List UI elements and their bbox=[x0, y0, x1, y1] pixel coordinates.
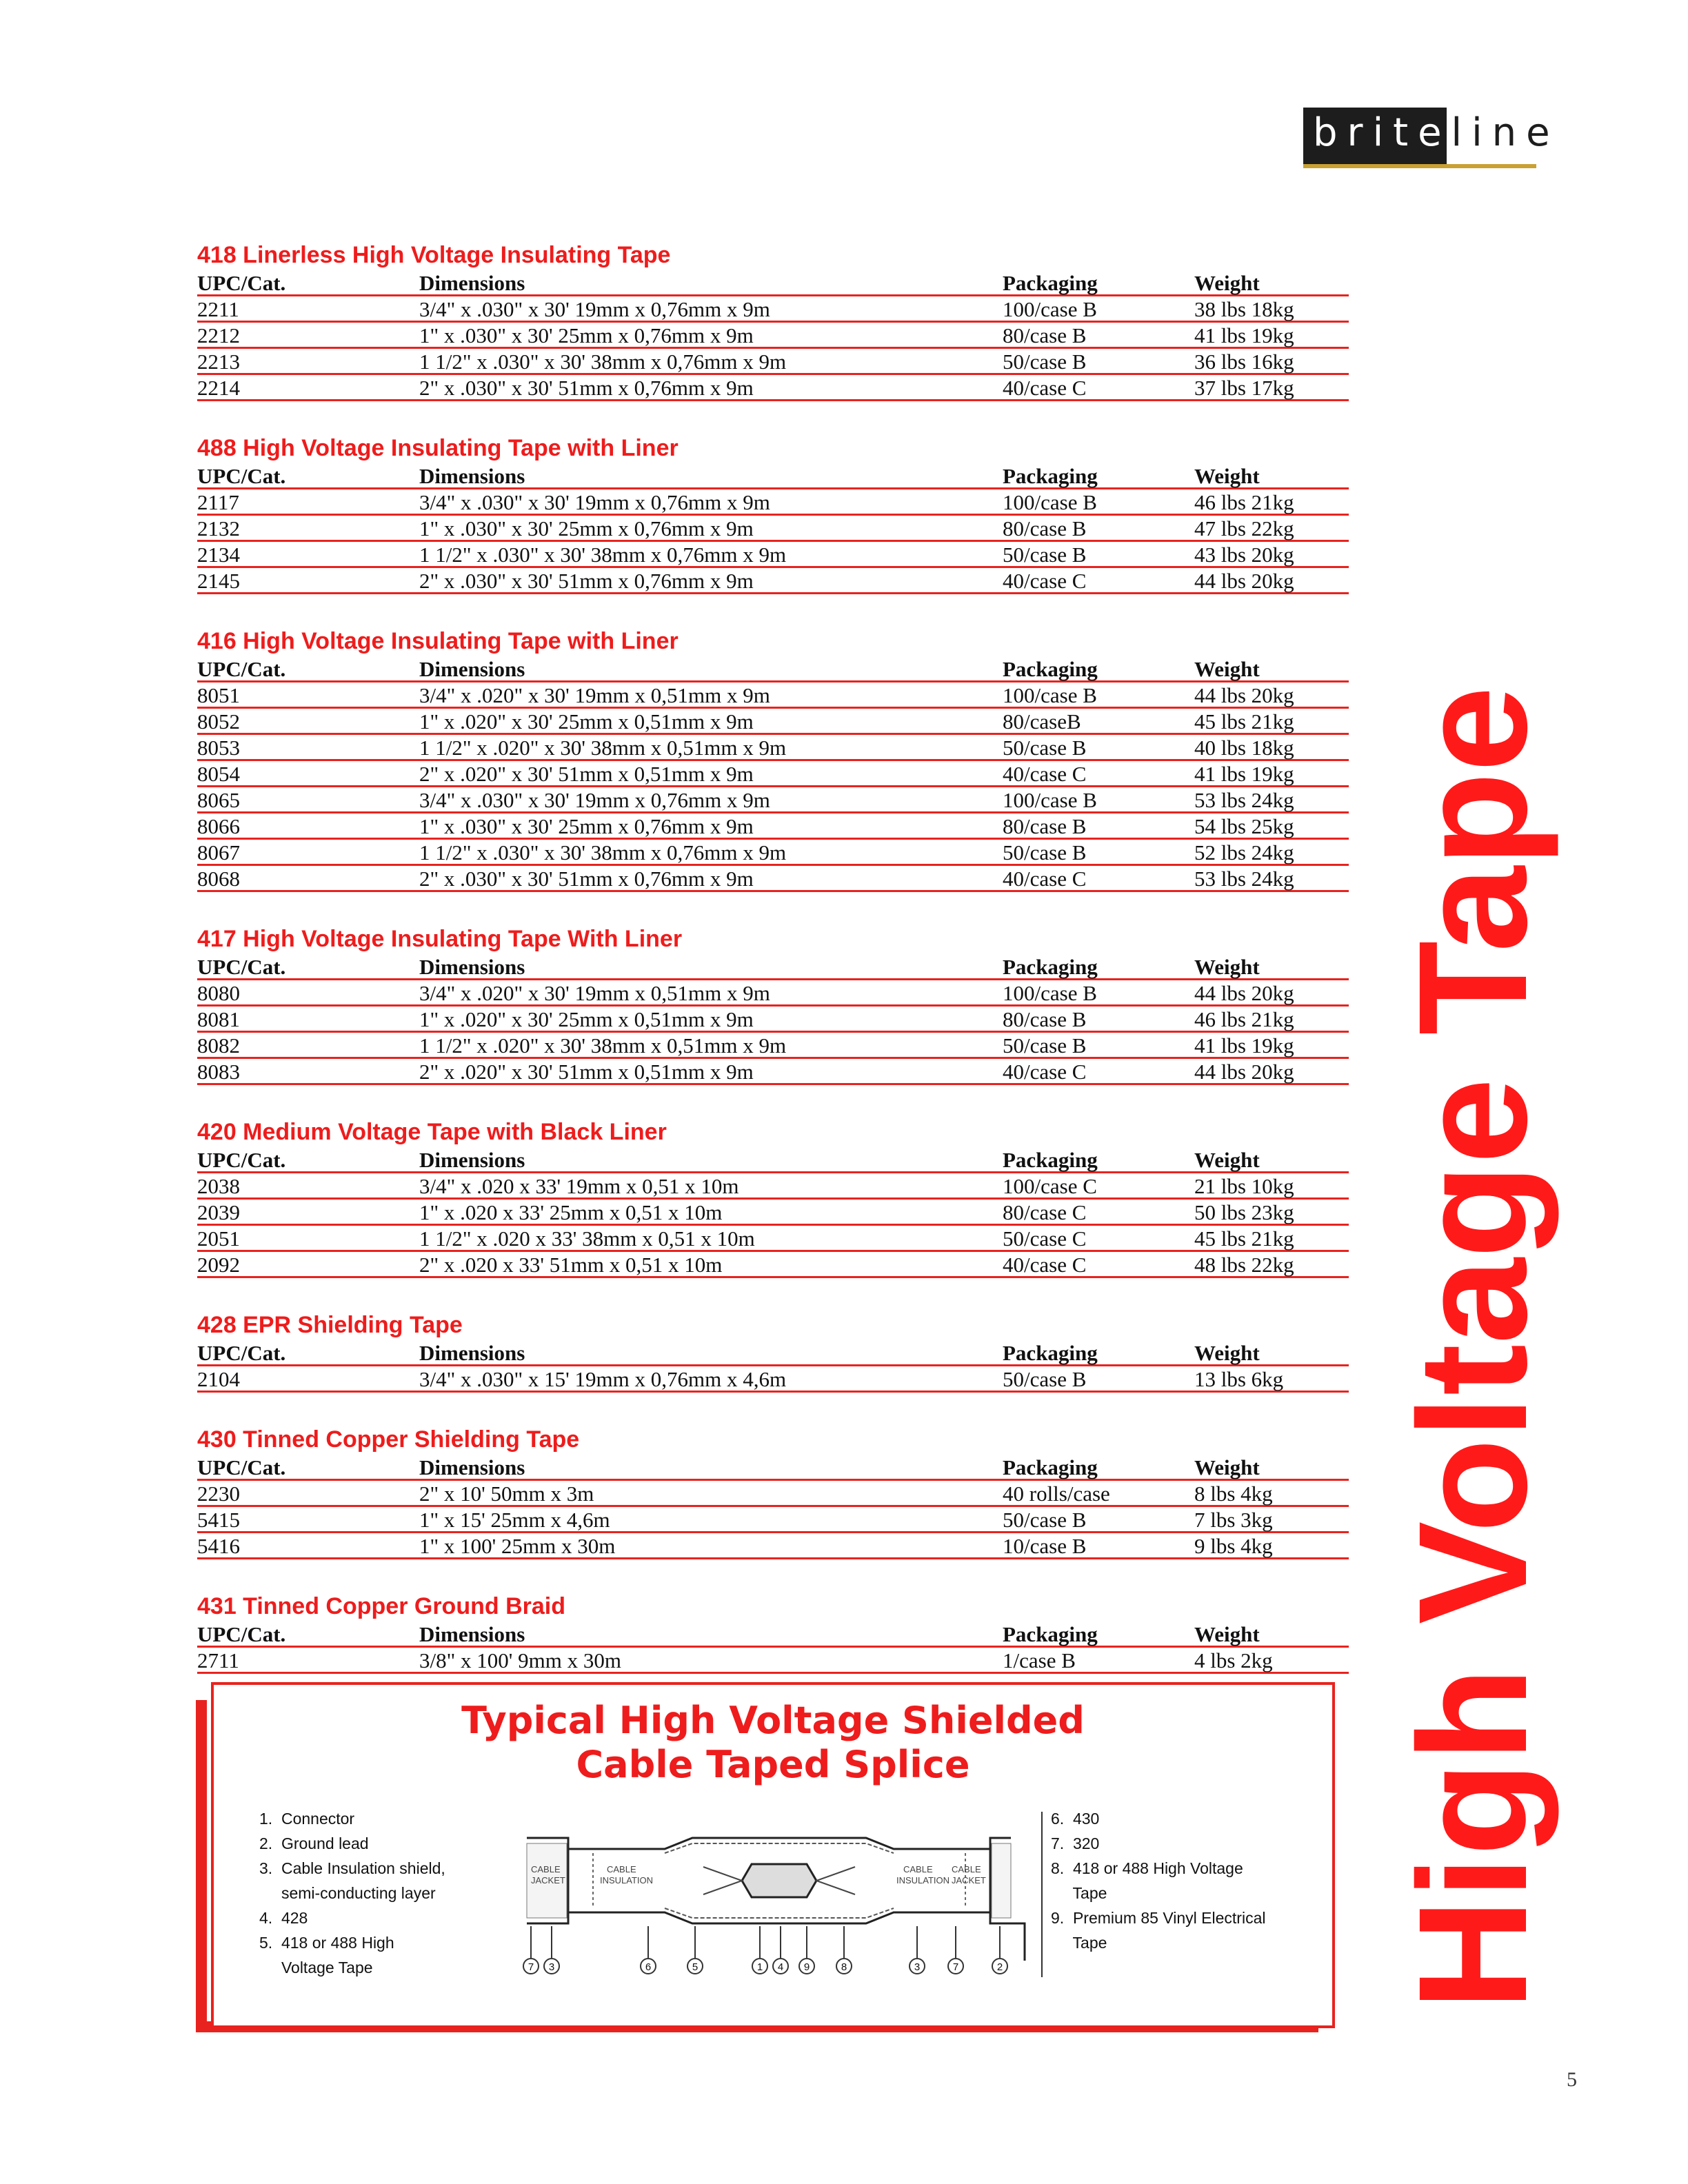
table-cell: 1" x .020" x 30' 25mm x 0,51mm x 9m bbox=[419, 709, 754, 734]
table-row bbox=[197, 1173, 1349, 1200]
table-cell: 2134 bbox=[197, 543, 240, 567]
table-cell: 47 lbs 22kg bbox=[1194, 516, 1294, 540]
table-cell: 2213 bbox=[197, 350, 240, 374]
legend-line: 1. Connector bbox=[259, 1810, 355, 1828]
table-row bbox=[197, 489, 1349, 516]
table-cell: 50/case B bbox=[1003, 543, 1087, 567]
section-title: 420 Medium Voltage Tape with Black Liner bbox=[197, 1119, 667, 1145]
table-cell: 43 lbs 20kg bbox=[1194, 543, 1294, 567]
product-section bbox=[197, 924, 1349, 1085]
table-cell: 100/case B bbox=[1003, 683, 1097, 707]
product-section bbox=[197, 240, 1349, 401]
table-row bbox=[197, 682, 1349, 709]
table-cell: 2038 bbox=[197, 1174, 240, 1198]
table-cell: 41 lbs 19kg bbox=[1194, 1033, 1294, 1058]
product-section bbox=[197, 1424, 1349, 1559]
table-cell: 2" x .030" x 30' 51mm x 0,76mm x 9m bbox=[419, 867, 754, 891]
table-cell: 21 lbs 10kg bbox=[1194, 1174, 1294, 1198]
table-cell: 8051 bbox=[197, 683, 240, 707]
table-cell: 1 1/2" x .030" x 30' 38mm x 0,76mm x 9m bbox=[419, 350, 787, 374]
table-cell: 53 lbs 24kg bbox=[1194, 867, 1294, 891]
section-title: 431 Tinned Copper Ground Braid bbox=[197, 1593, 565, 1619]
legend-left bbox=[259, 1806, 445, 1980]
table-cell: 2092 bbox=[197, 1253, 240, 1277]
table-cell: 40 lbs 18kg bbox=[1194, 736, 1294, 760]
table-cell: 2" x .030" x 30' 51mm x 0,76mm x 9m bbox=[419, 376, 754, 400]
table-cell: 50/case C bbox=[1003, 1226, 1087, 1251]
table-cell: 41 lbs 19kg bbox=[1194, 762, 1294, 786]
table-cell: 2211 bbox=[197, 297, 239, 321]
table-cell: 100/case B bbox=[1003, 981, 1097, 1005]
table-cell: 8081 bbox=[197, 1007, 240, 1031]
column-header: Packaging bbox=[1003, 464, 1098, 488]
table-cell: 1 1/2" x .020 x 33' 38mm x 0,51 x 10m bbox=[419, 1226, 755, 1251]
product-sections bbox=[197, 240, 1349, 1706]
table-row bbox=[197, 813, 1349, 840]
product-section bbox=[197, 1591, 1349, 1674]
table-cell: 1" x .020" x 30' 25mm x 0,51mm x 9m bbox=[419, 1007, 754, 1031]
table-cell: 40 rolls/case bbox=[1003, 1482, 1110, 1506]
label-cable-insulation-left: CABLE bbox=[607, 1864, 636, 1874]
section-title: 416 High Voltage Insulating Tape with Liner bbox=[197, 628, 679, 654]
table-cell: 50 lbs 23kg bbox=[1194, 1200, 1294, 1224]
table-cell: 5415 bbox=[197, 1508, 240, 1532]
table-cell: 100/case B bbox=[1003, 297, 1097, 321]
column-header: Dimensions bbox=[419, 1148, 525, 1172]
table-cell: 80/case B bbox=[1003, 814, 1087, 838]
table-cell: 1" x .030" x 30' 25mm x 0,76mm x 9m bbox=[419, 814, 754, 838]
table-cell: 1" x .030" x 30' 25mm x 0,76mm x 9m bbox=[419, 323, 754, 347]
table-row bbox=[197, 1252, 1349, 1278]
column-header: Weight bbox=[1194, 271, 1260, 295]
table-cell: 3/4" x .030" x 30' 19mm x 0,76mm x 9m bbox=[419, 788, 770, 812]
table-cell: 45 lbs 21kg bbox=[1194, 1226, 1294, 1251]
table-cell: 13 lbs 6kg bbox=[1194, 1367, 1284, 1391]
section-title: 430 Tinned Copper Shielding Tape bbox=[197, 1426, 580, 1453]
table-cell: 3/4" x .030" x 15' 19mm x 0,76mm x 4,6m bbox=[419, 1367, 787, 1391]
logo-gold-bar bbox=[1303, 164, 1536, 168]
column-header: Packaging bbox=[1003, 657, 1098, 681]
table-row bbox=[197, 1366, 1349, 1393]
splice-illustration bbox=[517, 1823, 1041, 1988]
table-row bbox=[197, 1226, 1349, 1252]
column-header: Weight bbox=[1194, 1341, 1260, 1365]
column-header: UPC/Cat. bbox=[197, 1622, 286, 1646]
label-cable-jacket-left: CABLE bbox=[531, 1864, 561, 1874]
table-row bbox=[197, 1648, 1349, 1674]
table-cell: 10/case B bbox=[1003, 1534, 1087, 1558]
table-row bbox=[197, 840, 1349, 866]
table-row bbox=[197, 1481, 1349, 1507]
column-header: UPC/Cat. bbox=[197, 1148, 286, 1172]
column-header: Dimensions bbox=[419, 271, 525, 295]
table-cell: 45 lbs 21kg bbox=[1194, 709, 1294, 734]
table-header-row bbox=[197, 656, 1349, 682]
table-cell: 7 lbs 3kg bbox=[1194, 1508, 1273, 1532]
callout-number: 5 bbox=[692, 1961, 699, 1973]
legend-line: 9. Premium 85 Vinyl Electrical bbox=[1051, 1909, 1266, 1927]
column-header: Dimensions bbox=[419, 1341, 525, 1365]
table-cell: 2" x .030" x 30' 51mm x 0,76mm x 9m bbox=[419, 569, 754, 593]
table-cell: 2212 bbox=[197, 323, 240, 347]
callout-number: 6 bbox=[645, 1961, 652, 1973]
table-header-row bbox=[197, 954, 1349, 980]
product-section bbox=[197, 1310, 1349, 1393]
column-header: UPC/Cat. bbox=[197, 657, 286, 681]
product-section bbox=[197, 626, 1349, 892]
table-cell: 2104 bbox=[197, 1367, 240, 1391]
table-cell: 2039 bbox=[197, 1200, 240, 1224]
column-header: Packaging bbox=[1003, 1341, 1098, 1365]
table-row bbox=[197, 375, 1349, 401]
callout-number: 7 bbox=[952, 1961, 959, 1973]
table-row bbox=[197, 516, 1349, 542]
column-header: Dimensions bbox=[419, 955, 525, 979]
column-header: Packaging bbox=[1003, 1148, 1098, 1172]
column-header: Dimensions bbox=[419, 1622, 525, 1646]
callout-number: 9 bbox=[803, 1961, 810, 1973]
table-row bbox=[197, 1007, 1349, 1033]
table-cell: 3/4" x .020" x 30' 19mm x 0,51mm x 9m bbox=[419, 683, 770, 707]
table-cell: 1" x .030" x 30' 25mm x 0,76mm x 9m bbox=[419, 516, 754, 540]
column-header: Packaging bbox=[1003, 1455, 1098, 1479]
table-cell: 1 1/2" x .030" x 30' 38mm x 0,76mm x 9m bbox=[419, 840, 787, 865]
table-cell: 9 lbs 4kg bbox=[1194, 1534, 1273, 1558]
column-header: Weight bbox=[1194, 1622, 1260, 1646]
legend-line: 4. 428 bbox=[259, 1909, 308, 1927]
table-row bbox=[197, 980, 1349, 1007]
table-cell: 80/case B bbox=[1003, 323, 1087, 347]
diagram-divider bbox=[1041, 1812, 1043, 1977]
vertical-title: High Voltage Tape bbox=[1387, 686, 1559, 2010]
table-cell: 2214 bbox=[197, 376, 240, 400]
column-header: Packaging bbox=[1003, 1622, 1098, 1646]
diagram-title-line1: Typical High Voltage Shielded bbox=[461, 1699, 1085, 1742]
legend-line: 7. 320 bbox=[1051, 1834, 1100, 1852]
table-cell: 2" x .020 x 33' 51mm x 0,51 x 10m bbox=[419, 1253, 723, 1277]
table-cell: 80/case C bbox=[1003, 1200, 1087, 1224]
column-header: Weight bbox=[1194, 955, 1260, 979]
table-cell: 50/case B bbox=[1003, 1508, 1087, 1532]
callout-number: 3 bbox=[548, 1961, 555, 1973]
column-header: Weight bbox=[1194, 1455, 1260, 1479]
label-cable-jacket-right: CABLE bbox=[952, 1864, 981, 1874]
table-cell: 8052 bbox=[197, 709, 240, 734]
table-header-row bbox=[197, 1455, 1349, 1481]
table-cell: 40/case C bbox=[1003, 1060, 1087, 1084]
table-cell: 44 lbs 20kg bbox=[1194, 981, 1294, 1005]
table-cell: 3/8" x 100' 9mm x 30m bbox=[419, 1648, 621, 1672]
table-cell: 46 lbs 21kg bbox=[1194, 490, 1294, 514]
table-row bbox=[197, 323, 1349, 349]
table-cell: 80/case B bbox=[1003, 1007, 1087, 1031]
diagram-title-line2: Cable Taped Splice bbox=[576, 1743, 970, 1786]
table-row bbox=[197, 296, 1349, 323]
column-header: Weight bbox=[1194, 657, 1260, 681]
table-header-row bbox=[197, 463, 1349, 489]
column-header: Dimensions bbox=[419, 464, 525, 488]
table-cell: 44 lbs 20kg bbox=[1194, 1060, 1294, 1084]
label-cable-insulation-right-2: INSULATION bbox=[896, 1875, 950, 1885]
table-cell: 40/case C bbox=[1003, 569, 1087, 593]
table-cell: 2117 bbox=[197, 490, 239, 514]
table-row bbox=[197, 1507, 1349, 1533]
table-row bbox=[197, 787, 1349, 813]
table-row bbox=[197, 709, 1349, 735]
page-number: 5 bbox=[1567, 2068, 1577, 2091]
table-cell: 100/case B bbox=[1003, 788, 1097, 812]
table-cell: 8054 bbox=[197, 762, 240, 786]
table-cell: 8066 bbox=[197, 814, 240, 838]
table-cell: 37 lbs 17kg bbox=[1194, 376, 1294, 400]
table-cell: 4 lbs 2kg bbox=[1194, 1648, 1273, 1672]
column-header: Dimensions bbox=[419, 657, 525, 681]
table-cell: 50/case B bbox=[1003, 1033, 1087, 1058]
table-row bbox=[197, 1533, 1349, 1559]
table-row bbox=[197, 542, 1349, 568]
callout-number: 2 bbox=[996, 1961, 1003, 1973]
table-cell: 3/4" x .030" x 30' 19mm x 0,76mm x 9m bbox=[419, 490, 770, 514]
legend-right bbox=[1051, 1806, 1265, 1955]
table-cell: 1" x .020 x 33' 25mm x 0,51 x 10m bbox=[419, 1200, 723, 1224]
table-cell: 2" x .020" x 30' 51mm x 0,51mm x 9m bbox=[419, 762, 754, 786]
callout-group bbox=[523, 1926, 1007, 1974]
briteline-logo bbox=[1303, 94, 1558, 170]
table-cell: 1 1/2" x .030" x 30' 38mm x 0,76mm x 9m bbox=[419, 543, 787, 567]
callout-number: 7 bbox=[528, 1961, 534, 1973]
table-cell: 50/case B bbox=[1003, 1367, 1087, 1391]
table-header-row bbox=[197, 1147, 1349, 1173]
table-cell: 100/case B bbox=[1003, 490, 1097, 514]
table-cell: 80/caseB bbox=[1003, 709, 1081, 734]
product-section bbox=[197, 1117, 1349, 1278]
table-cell: 3/4" x .020 x 33' 19mm x 0,51 x 10m bbox=[419, 1174, 739, 1198]
table-cell: 8080 bbox=[197, 981, 240, 1005]
table-row bbox=[197, 349, 1349, 375]
table-cell: 2711 bbox=[197, 1648, 239, 1672]
column-header: UPC/Cat. bbox=[197, 1455, 286, 1479]
table-cell: 8082 bbox=[197, 1033, 240, 1058]
table-cell: 2" x 10' 50mm x 3m bbox=[419, 1482, 594, 1506]
table-cell: 3/4" x .020" x 30' 19mm x 0,51mm x 9m bbox=[419, 981, 770, 1005]
table-cell: 53 lbs 24kg bbox=[1194, 788, 1294, 812]
table-cell: 100/case C bbox=[1003, 1174, 1097, 1198]
table-cell: 1/case B bbox=[1003, 1648, 1076, 1672]
column-header: UPC/Cat. bbox=[197, 271, 286, 295]
table-cell: 40/case C bbox=[1003, 867, 1087, 891]
table-row bbox=[197, 866, 1349, 892]
table-row bbox=[197, 761, 1349, 787]
section-title: 417 High Voltage Insulating Tape With Liner bbox=[197, 926, 683, 952]
table-row bbox=[197, 1200, 1349, 1226]
column-header: Dimensions bbox=[419, 1455, 525, 1479]
table-row bbox=[197, 735, 1349, 761]
table-cell: 1" x 100' 25mm x 30m bbox=[419, 1534, 616, 1558]
callout-number: 8 bbox=[841, 1961, 847, 1973]
table-header-row bbox=[197, 1340, 1349, 1366]
label-cable-insulation-left-2: INSULATION bbox=[600, 1875, 654, 1885]
legend-line: 8. 418 or 488 High Voltage bbox=[1051, 1859, 1243, 1877]
label-cable-jacket-right-2: JACKET bbox=[952, 1875, 986, 1885]
table-cell: 1 1/2" x .020" x 30' 38mm x 0,51mm x 9m bbox=[419, 1033, 787, 1058]
legend-line: 3. Cable Insulation shield, bbox=[259, 1859, 445, 1877]
product-section bbox=[197, 433, 1349, 594]
table-cell: 48 lbs 22kg bbox=[1194, 1253, 1294, 1277]
table-cell: 40/case C bbox=[1003, 376, 1087, 400]
table-cell: 8068 bbox=[197, 867, 240, 891]
column-header: Weight bbox=[1194, 464, 1260, 488]
table-cell: 2" x .020" x 30' 51mm x 0,51mm x 9m bbox=[419, 1060, 754, 1084]
logo-wordmark bbox=[1313, 110, 1560, 155]
callout-number: 4 bbox=[777, 1961, 784, 1973]
table-cell: 80/case B bbox=[1003, 516, 1087, 540]
table-cell: 44 lbs 20kg bbox=[1194, 569, 1294, 593]
table-cell: 8053 bbox=[197, 736, 240, 760]
legend-line: semi-conducting layer bbox=[259, 1884, 436, 1902]
table-cell: 50/case B bbox=[1003, 840, 1087, 865]
table-cell: 8065 bbox=[197, 788, 240, 812]
table-cell: 1 1/2" x .020" x 30' 38mm x 0,51mm x 9m bbox=[419, 736, 787, 760]
logo-text-line: line bbox=[1451, 110, 1560, 155]
table-cell: 8067 bbox=[197, 840, 240, 865]
legend-line: Tape bbox=[1051, 1884, 1107, 1902]
section-title: 488 High Voltage Insulating Tape with Liner bbox=[197, 435, 679, 461]
table-cell: 52 lbs 24kg bbox=[1194, 840, 1294, 865]
table-cell: 2145 bbox=[197, 569, 240, 593]
table-cell: 1" x 15' 25mm x 4,6m bbox=[419, 1508, 610, 1532]
column-header: Weight bbox=[1194, 1148, 1260, 1172]
table-cell: 8 lbs 4kg bbox=[1194, 1482, 1273, 1506]
column-header: Packaging bbox=[1003, 955, 1098, 979]
table-cell: 8083 bbox=[197, 1060, 240, 1084]
table-cell: 2230 bbox=[197, 1482, 240, 1506]
legend-line: Voltage Tape bbox=[259, 1959, 373, 1976]
table-cell: 46 lbs 21kg bbox=[1194, 1007, 1294, 1031]
table-row bbox=[197, 568, 1349, 594]
column-header: Packaging bbox=[1003, 271, 1098, 295]
label-cable-insulation-right: CABLE bbox=[903, 1864, 933, 1874]
table-cell: 44 lbs 20kg bbox=[1194, 683, 1294, 707]
section-title: 418 Linerless High Voltage Insulating Tape bbox=[197, 242, 671, 268]
table-cell: 41 lbs 19kg bbox=[1194, 323, 1294, 347]
table-row bbox=[197, 1033, 1349, 1059]
column-header: UPC/Cat. bbox=[197, 1341, 286, 1365]
table-cell: 2051 bbox=[197, 1226, 240, 1251]
table-cell: 40/case C bbox=[1003, 1253, 1087, 1277]
table-cell: 50/case B bbox=[1003, 736, 1087, 760]
column-header: UPC/Cat. bbox=[197, 955, 286, 979]
table-cell: 50/case B bbox=[1003, 350, 1087, 374]
table-header-row bbox=[197, 1621, 1349, 1648]
table-cell: 40/case C bbox=[1003, 762, 1087, 786]
table-cell: 38 lbs 18kg bbox=[1194, 297, 1294, 321]
table-row bbox=[197, 1059, 1349, 1085]
table-cell: 36 lbs 16kg bbox=[1194, 350, 1294, 374]
logo-text-brite: brite bbox=[1313, 110, 1451, 155]
table-cell: 5416 bbox=[197, 1534, 240, 1558]
legend-line: 2. Ground lead bbox=[259, 1834, 369, 1852]
diagram-shadow-left bbox=[196, 1700, 207, 2032]
splice-diagram-box bbox=[211, 1682, 1335, 2028]
callout-number: 3 bbox=[914, 1961, 921, 1973]
callout-number: 1 bbox=[756, 1961, 763, 1973]
table-header-row bbox=[197, 270, 1349, 296]
section-title: 428 EPR Shielding Tape bbox=[197, 1312, 463, 1338]
column-header: UPC/Cat. bbox=[197, 464, 286, 488]
table-cell: 54 lbs 25kg bbox=[1194, 814, 1294, 838]
table-cell: 3/4" x .030" x 30' 19mm x 0,76mm x 9m bbox=[419, 297, 770, 321]
legend-line: 5. 418 or 488 High bbox=[259, 1934, 394, 1952]
table-cell: 2132 bbox=[197, 516, 240, 540]
label-cable-jacket-left-2: JACKET bbox=[531, 1875, 565, 1885]
legend-line: Tape bbox=[1051, 1934, 1107, 1952]
legend-line: 6. 430 bbox=[1051, 1810, 1100, 1828]
